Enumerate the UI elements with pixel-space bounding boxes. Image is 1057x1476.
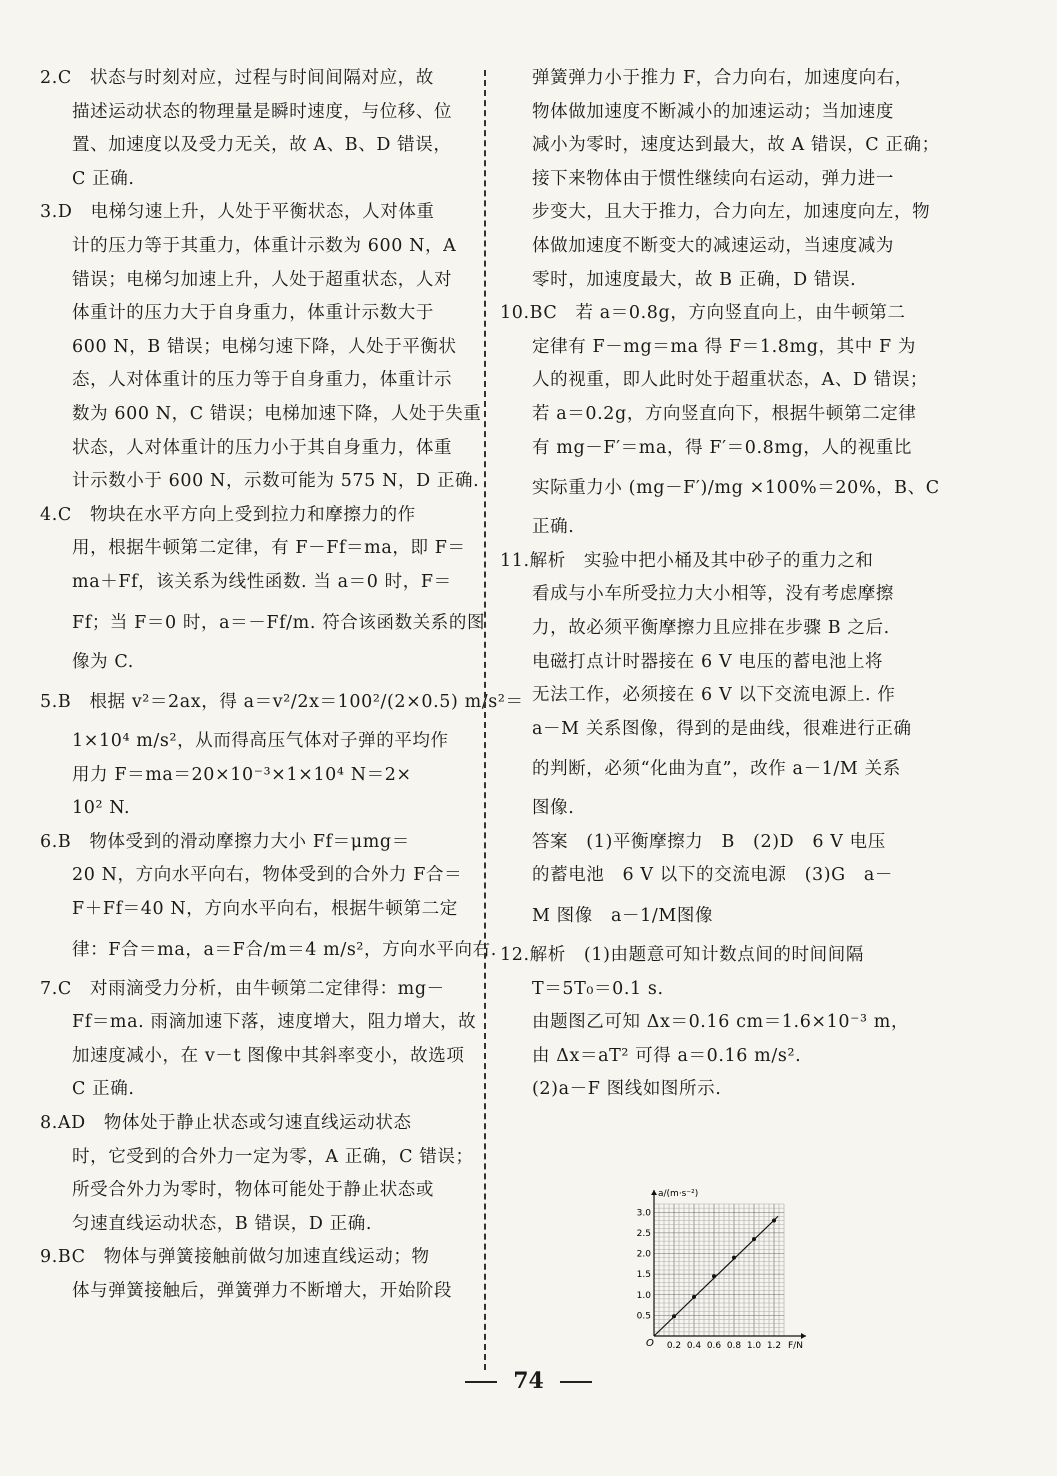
text-line: 错误；电梯匀加速上升，人处于超重状态，人对 bbox=[72, 269, 453, 290]
text-line: 体做加速度不断变大的减速运动，当速度减为 bbox=[532, 235, 894, 256]
text-line: 看成与小车所受拉力大小相等，没有考虑摩擦 bbox=[532, 584, 894, 605]
text-line: 7.C 对雨滴受力分析，由牛顿第二定律得：mg－ bbox=[40, 978, 445, 999]
text-line: 计的压力等于其重力，体重计示数为 600 N，A bbox=[72, 235, 457, 256]
text-line: 正确. bbox=[532, 517, 575, 538]
text-line: 加速度减小，在 v－t 图像中其斜率变小，故选项 bbox=[72, 1045, 465, 1066]
text-line: 像为 C. bbox=[72, 651, 134, 672]
text-line: 答案 (1)平衡摩擦力 B (2)D 6 V 电压 bbox=[532, 831, 886, 852]
text-line: a－M 关系图像，得到的是曲线，很难进行正确 bbox=[532, 718, 912, 739]
text-line: 1×10⁴ m/s²，从而得高压气体对子弹的平均作 bbox=[72, 731, 449, 752]
text-line: (2)a－F 图线如图所示. bbox=[532, 1079, 722, 1100]
text-line: 态，人对体重计的压力等于自身重力，体重计示 bbox=[72, 370, 453, 391]
text-line: 体重计的压力大于自身重力，体重计示数大于 bbox=[72, 303, 434, 324]
x-tick-label: 0.6 bbox=[706, 1341, 722, 1351]
right-column bbox=[500, 62, 940, 1107]
y-tick-label: 2.0 bbox=[636, 1249, 651, 1260]
text-line: 时，它受到的合外力一定为零，A 正确，C 错误； bbox=[72, 1146, 474, 1167]
x-tick-label: 0.2 bbox=[666, 1341, 682, 1351]
left-column bbox=[40, 62, 524, 1309]
column-divider bbox=[484, 70, 486, 1370]
text-line: 由题图乙可知 Δx＝0.16 cm＝1.6×10⁻³ m， bbox=[532, 1012, 910, 1033]
x-tick-label: 1.2 bbox=[766, 1341, 782, 1351]
text-line: 5.B 根据 v²＝2ax，得 a＝v²/2x＝100²/(2×0.5) m/s²＝ bbox=[40, 692, 524, 713]
text-line: 6.B 物体受到的滑动摩擦力大小 Ff＝μmg＝ bbox=[40, 831, 410, 852]
text-line: 有 mg－F′＝ma，得 F′＝0.8mg，人的视重比 bbox=[532, 437, 913, 458]
text-line: 用力 F＝ma＝20×10⁻³×1×10⁴ N＝2× bbox=[72, 764, 412, 785]
text-line: 弹簧弹力小于推力 F，合力向右，加速度向右， bbox=[532, 68, 913, 88]
data-point bbox=[732, 1256, 736, 1260]
text-line: T＝5T₀＝0.1 s. bbox=[532, 978, 664, 999]
x-axis-arrow bbox=[801, 1333, 806, 1339]
text-line: 用，根据牛顿第二定律，有 F－Ff＝ma，即 F＝ bbox=[72, 538, 466, 559]
text-line: 置、加速度以及受力无关，故 A、B、D 错误， bbox=[72, 135, 452, 156]
text-line: 10.BC 若 a＝0.8g，方向竖直向上，由牛顿第二 bbox=[500, 303, 906, 324]
text-line: 数为 600 N，C 错误；电梯加速下降，人处于失重 bbox=[72, 403, 482, 424]
text-line: 状态，人对体重计的压力小于其自身重力，体重 bbox=[72, 437, 453, 458]
text-line: 图像. bbox=[532, 798, 575, 819]
text-line: 零时，加速度最大，故 B 正确，D 错误. bbox=[532, 269, 857, 290]
y-tick-label: 2.5 bbox=[636, 1228, 651, 1239]
text-line: F＋Ff＝40 N，方向水平向右，根据牛顿第二定 bbox=[72, 899, 458, 920]
y-tick-label: 0.5 bbox=[636, 1311, 651, 1322]
text-line: ma＋Ff，该关系为线性函数. 当 a＝0 时，F＝ bbox=[72, 571, 452, 592]
a-f-graph bbox=[628, 1188, 828, 1356]
y-tick-label: 1.5 bbox=[636, 1270, 651, 1281]
text-line: 电磁打点计时器接在 6 V 电压的蓄电池上将 bbox=[532, 651, 884, 672]
text-line: 20 N，方向水平向右，物体受到的合外力 F合＝ bbox=[72, 865, 463, 886]
origin-label: O bbox=[646, 1338, 654, 1349]
y-tick-label: 3.0 bbox=[636, 1208, 651, 1219]
text-line: 接下来物体由于惯性继续向右运动，弹力进一 bbox=[532, 168, 894, 189]
text-line: 9.BC 物体与弹簧接触前做匀加速直线运动；物 bbox=[40, 1247, 430, 1268]
text-line: 人的视重，即人此时处于超重状态，A、D 错误； bbox=[532, 370, 929, 391]
page-number: 74 bbox=[513, 1368, 544, 1394]
text-line: 计示数小于 600 N，示数可能为 575 N，D 正确. bbox=[72, 471, 480, 492]
data-point bbox=[692, 1295, 696, 1299]
data-point bbox=[752, 1237, 756, 1241]
text-line: C 正确. bbox=[72, 168, 135, 189]
data-point bbox=[672, 1314, 676, 1318]
text-line: 3.D 电梯匀速上升，人处于平衡状态，人对体重 bbox=[40, 202, 435, 223]
text-line: 体与弹簧接触后，弹簧弹力不断增大，开始阶段 bbox=[72, 1281, 453, 1301]
text-line: 2.C 状态与时刻对应，过程与时间间隔对应，故 bbox=[40, 68, 434, 88]
data-point bbox=[772, 1219, 776, 1223]
footer-dash-left bbox=[465, 1381, 497, 1383]
text-line: 所受合外力为零时，物体可能处于静止状态或 bbox=[72, 1180, 434, 1201]
y-axis-arrow bbox=[651, 1190, 657, 1195]
text-line: 律：F合＝ma，a＝F合/m＝4 m/s²，方向水平向右. bbox=[72, 939, 497, 960]
text-line: 步变大，且大于推力，合力向左，加速度向左，物 bbox=[532, 202, 931, 223]
text-line: 无法工作，必须接在 6 V 以下交流电源上. 作 bbox=[532, 685, 896, 706]
text-line: 11.解析 实验中把小桶及其中砂子的重力之和 bbox=[500, 550, 874, 571]
text-line: 若 a＝0.2g，方向竖直向下，根据牛顿第二定律 bbox=[532, 403, 917, 424]
text-line: 4.C 物块在水平方向上受到拉力和摩擦力的作 bbox=[40, 504, 416, 525]
x-tick-label: 0.8 bbox=[726, 1341, 742, 1351]
x-axis-label: F/N bbox=[788, 1341, 803, 1351]
y-axis-label: a/(m·s⁻²) bbox=[658, 1189, 699, 1199]
text-line: 12.解析 (1)由题意可知计数点间的时间间隔 bbox=[500, 945, 864, 966]
y-tick-label: 1.0 bbox=[636, 1290, 651, 1301]
text-line: 定律有 F－mg＝ma 得 F＝1.8mg，其中 F 为 bbox=[532, 336, 916, 357]
text-line: 的判断，必须“化曲为直”，改作 a－1/M 关系 bbox=[532, 759, 901, 780]
data-point bbox=[712, 1274, 716, 1278]
text-line: 物体做加速度不断减小的加速运动；当加速度 bbox=[532, 101, 894, 122]
text-line: 8.AD 物体处于静止状态或匀速直线运动状态 bbox=[40, 1113, 412, 1134]
text-line: 由 Δx＝aT² 可得 a＝0.16 m/s². bbox=[532, 1045, 802, 1066]
text-line: 600 N，B 错误；电梯匀速下降，人处于平衡状 bbox=[72, 336, 457, 357]
text-line: C 正确. bbox=[72, 1079, 135, 1100]
text-line: M 图像 a－1/M图像 bbox=[532, 906, 714, 927]
text-line: 力，故必须平衡摩擦力且应排在步骤 B 之后. bbox=[532, 617, 890, 638]
text-line: 匀速直线运动状态，B 错误，D 正确. bbox=[72, 1213, 372, 1234]
footer-dash-right bbox=[560, 1381, 592, 1383]
text-line: Ff＝ma. 雨滴加速下落，速度增大，阻力增大，故 bbox=[72, 1012, 477, 1033]
x-tick-label: 0.4 bbox=[686, 1341, 702, 1351]
text-line: 减小为零时，速度达到最大，故 A 错误，C 正确； bbox=[532, 135, 940, 156]
text-line: Ff；当 F＝0 时，a＝－Ff/m. 符合该函数关系的图 bbox=[72, 612, 486, 633]
text-line: 描述运动状态的物理量是瞬时速度，与位移、位 bbox=[72, 101, 453, 122]
x-tick-label: 1.0 bbox=[746, 1341, 762, 1351]
text-line: 10² N. bbox=[72, 798, 131, 819]
text-line: 实际重力小 (mg－F′)/mg ×100%＝20%，B、C bbox=[532, 478, 940, 499]
text-line: 的蓄电池 6 V 以下的交流电源 (3)G a－ bbox=[532, 865, 893, 886]
page-footer bbox=[0, 1368, 1057, 1394]
